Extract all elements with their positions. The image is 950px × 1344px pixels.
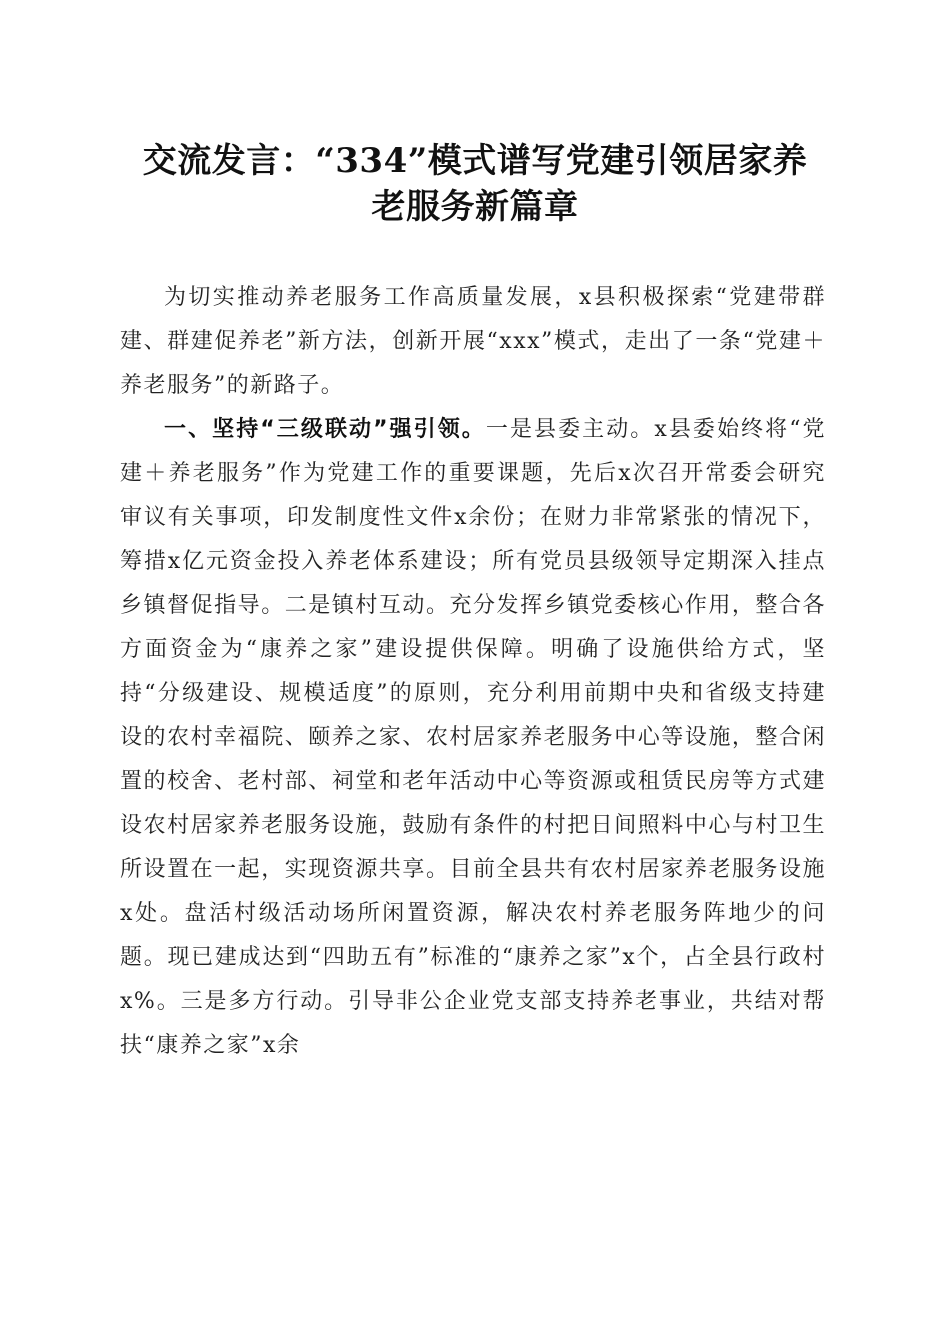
intro-paragraph: 为切实推动养老服务工作高质量发展，x县积极探索“党建带群建、群建促养老”新方法，创新开展“xxx”模式，走出了一条“党建＋养老服务”的新路子。 bbox=[120, 285, 826, 398]
document-body bbox=[120, 276, 826, 1068]
document-title bbox=[110, 138, 840, 230]
title-line-1: 交流发言：“334”模式谱写党建引领居家养 bbox=[142, 141, 808, 181]
section-1-paragraph bbox=[120, 408, 826, 1068]
title-line-2: 老服务新篇章 bbox=[371, 187, 579, 227]
section-1-heading: 一、坚持“三级联动”强引领。 bbox=[164, 417, 486, 442]
section-1-body: 一是县委主动。x县委始终将“党建＋养老服务”作为党建工作的重要课题，先后x次召开常委会研究审议有关事项，印发制度性文件x余份；在财力非常紧张的情况下，筹措x亿元资金投入养老体系建设；所有党员县级领导定期深入挂点乡镇督促指导。二是镇村互动。充分发挥乡镇党委核心作用，整合各方面资金为“康养之家”建设提供保障。明确了设施供给方式，坚持“分级建设、规模适度”的原则，充分利用前期中央和省级支持建设的农村幸福院、颐养之家、农村居家养老服务中心等设施，整合闲置的校舍、老村部、祠堂和老年活动中心等资源或租赁民房等方式建设农村居家养老服务设施，鼓励有条件的村把日间照料中心与村卫生所设置在一起，实现资源共享。目前全县共有农村居家养老服务设施x处。盘活村级活动场所闲置资源，解决农村养老服务阵地少的问题。现已建成达到“四助五有”标准的“康养之家”x个，占全县行政村x%。三是多方行动。引导非公企业党支部支持养老事业，共结对帮扶“康养之家”x余 bbox=[120, 417, 827, 1058]
